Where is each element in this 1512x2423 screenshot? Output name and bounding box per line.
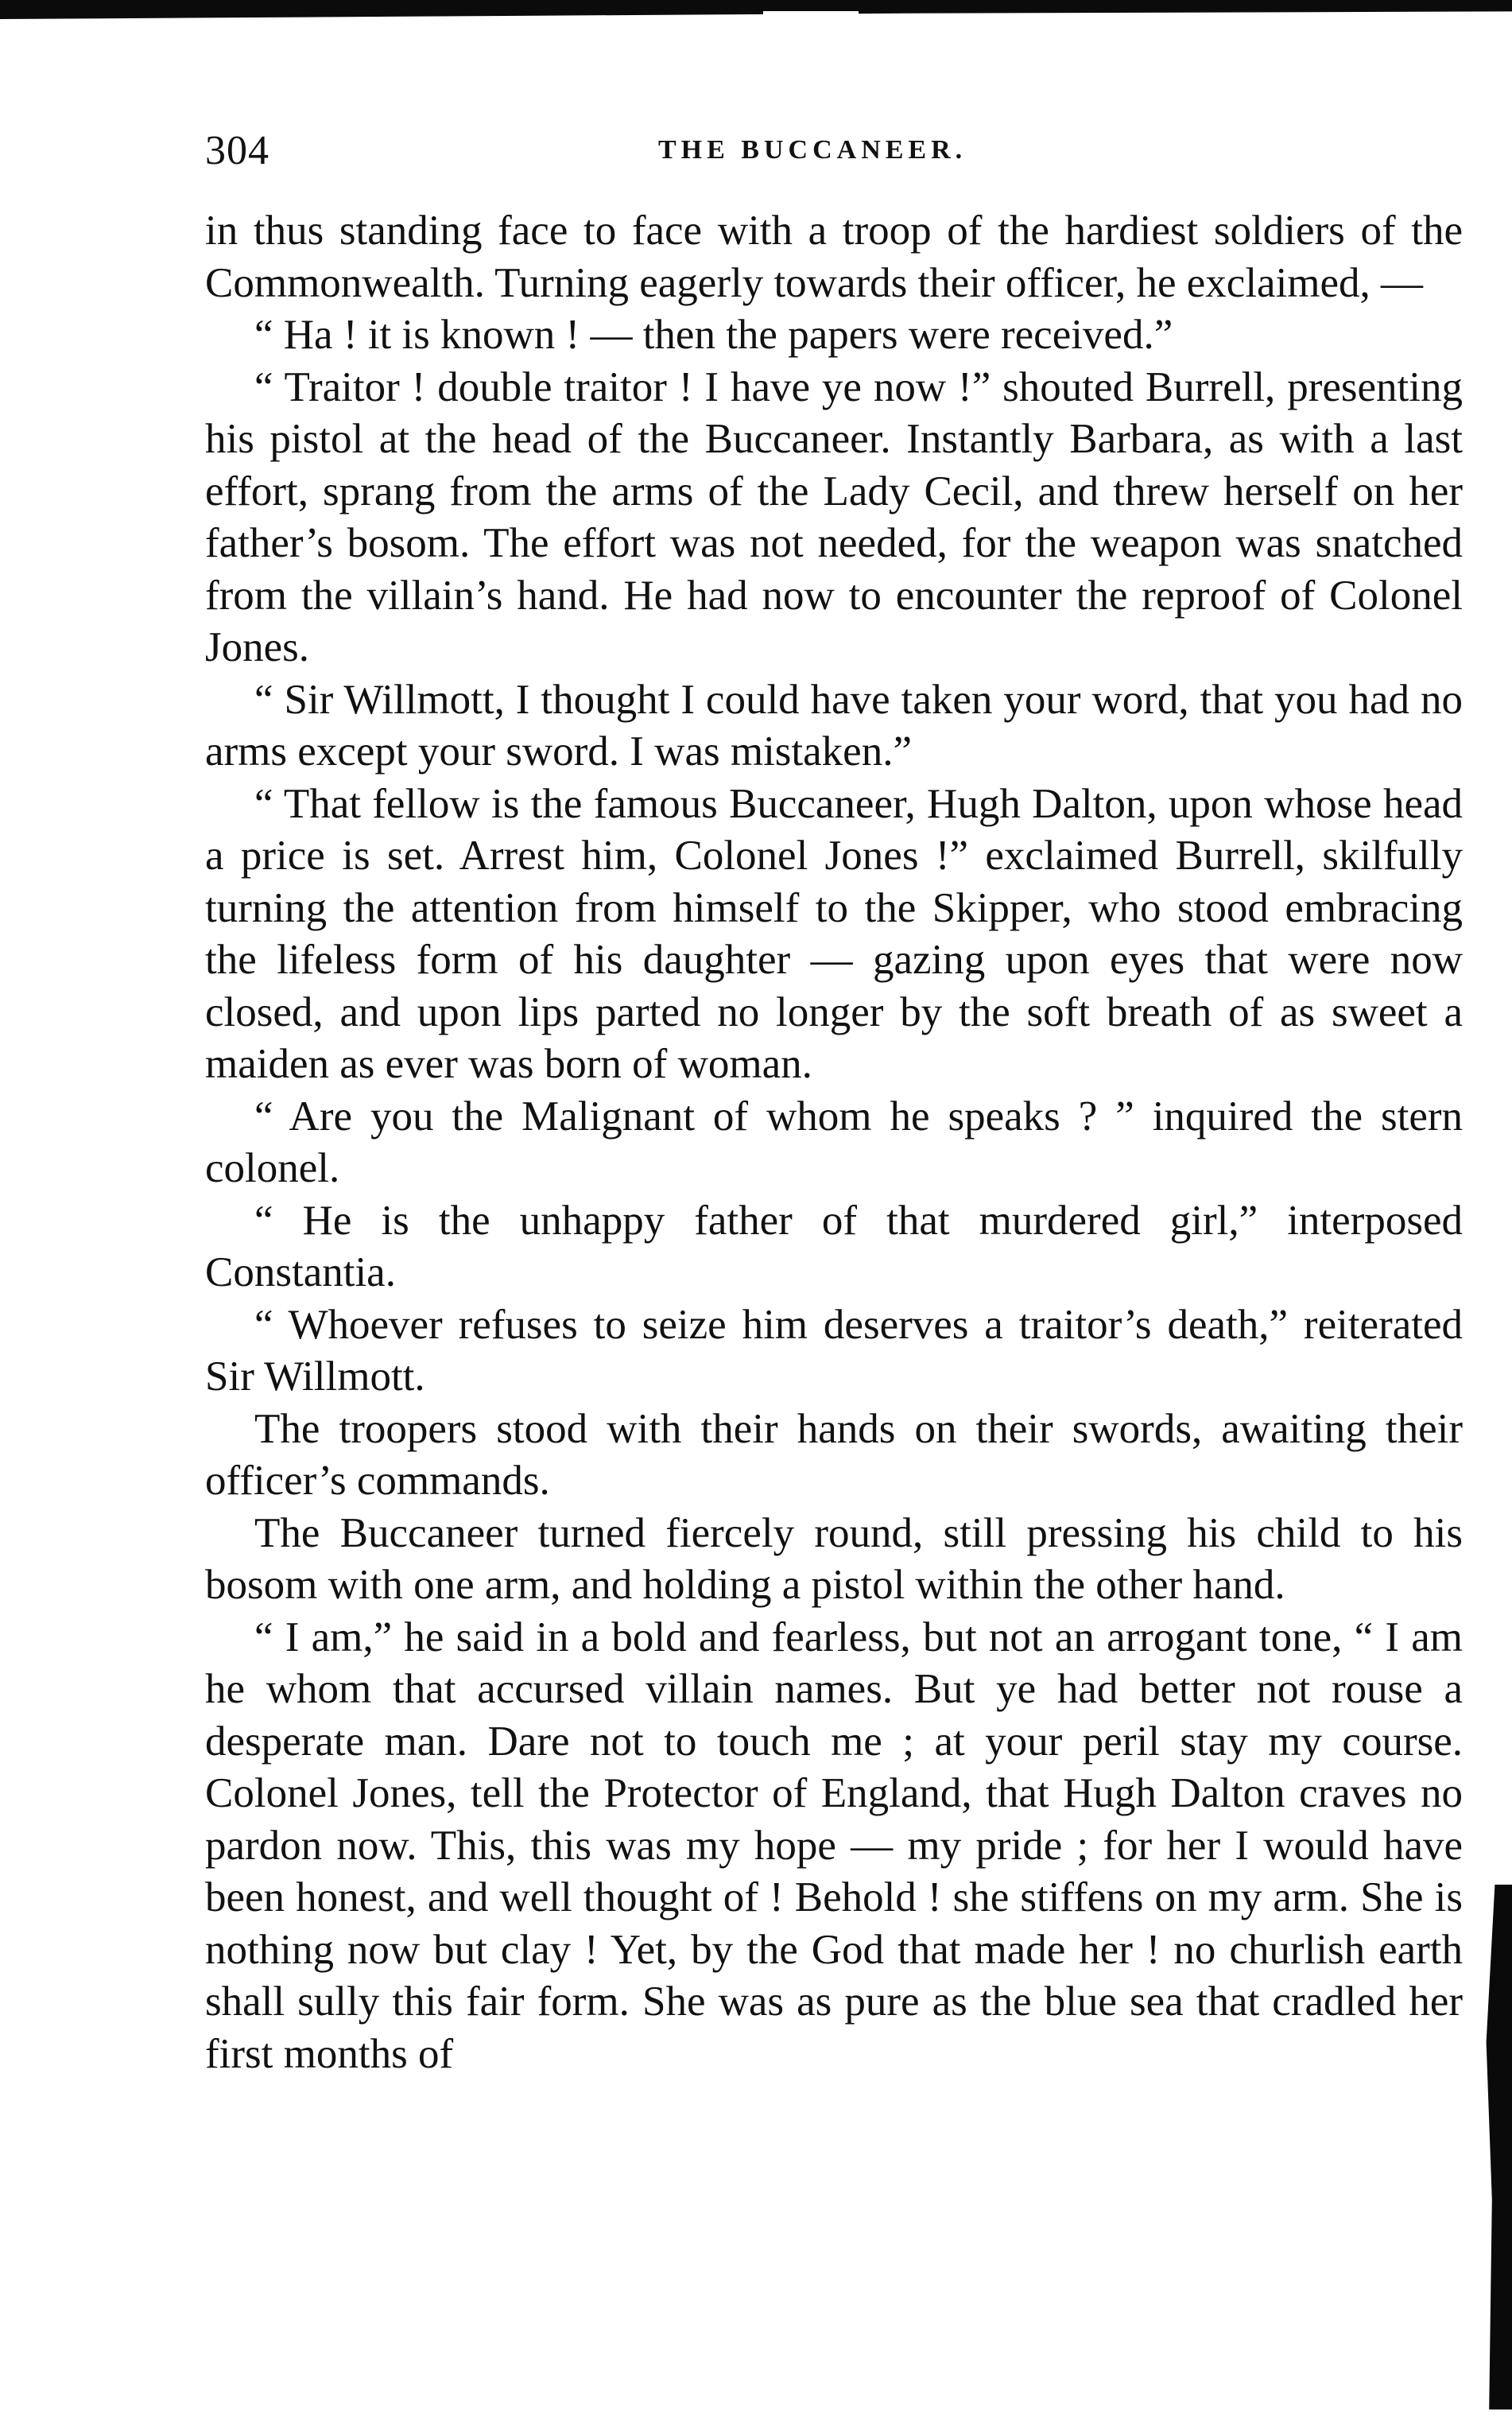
right-page-edge-shadow: [1483, 1885, 1512, 2409]
paragraph: in thus standing face to face with a troop of the hardiest soldiers of the Commonwealth. Turning eagerly towards their officer, he exclaimed, —: [205, 208, 1463, 306]
paragraph: “ Sir Willmott, I thought I could have taken your word, that you had no arms except your sword. I was mistaken.”: [205, 676, 1463, 775]
top-border-gap: [763, 11, 859, 16]
paragraph: “ I am,” he said in a bold and fearless, but not an arrogant tone, “ I am he whom that accursed villain names. But ye had better not rouse a desperate man. Dare not to touch me ; at your peril stay my course. Colonel Jones, tell the Protector of England, that Hugh Dalton craves no pardon now. This, this was my hope — my pride ; for her I would have been honest, and well thought of ! Behold ! she stiffens on my arm. She is nothing now but clay ! Yet, by the God that made her ! no churlish earth shall sully this fair form. She was as pure as the blue sea that cradled her first months of: [205, 1613, 1463, 2077]
page-header: [205, 119, 1477, 183]
top-border-rule: [0, 0, 1512, 19]
page-number: 304: [205, 128, 269, 173]
running-head: THE BUCCANEER.: [658, 135, 967, 165]
paragraph: The troopers stood with their hands on their swords, awaiting their officer’s commands.: [205, 1405, 1463, 1504]
paragraph: “ Ha ! it is known ! — then the papers were received.”: [254, 312, 1173, 358]
body-text: [205, 205, 1463, 2080]
paragraph: “ He is the unhappy father of that murdered girl,” interposed Constantia.: [205, 1197, 1463, 1295]
paragraph: “ Traitor ! double traitor ! I have ye now !” shouted Burrell, presenting his pistol at the head of the Buccaneer. Instantly Barbara, as with a last effort, sprang from the arms of the Lady Cecil, and threw herself on her father’s bosom. The effort was not needed, for the weapon was snatched from the villain’s hand. He had now to encounter the reproof of Colonel Jones.: [205, 363, 1463, 670]
paragraph: The Buccaneer turned fiercely round, still pressing his child to his bosom with one arm, and holding a pistol within the other hand.: [205, 1509, 1463, 1608]
paragraph: “ That fellow is the famous Buccaneer, Hugh Dalton, upon whose head a price is set. Arrest him, Colonel Jones !” exclaimed Burrell, skilfully turning the attention from himself to the Skipper, who stood embracing the lifeless form of his daughter — gazing upon eyes that were now closed, and upon lips parted no longer by the soft breath of as sweet a maiden as ever was born of woman.: [205, 780, 1463, 1087]
paragraph: “ Are you the Malignant of whom he speaks ? ” inquired the stern colonel.: [205, 1093, 1463, 1191]
paragraph: “ Whoever refuses to seize him deserves a traitor’s death,” reiterated Sir Willmott.: [205, 1301, 1463, 1400]
